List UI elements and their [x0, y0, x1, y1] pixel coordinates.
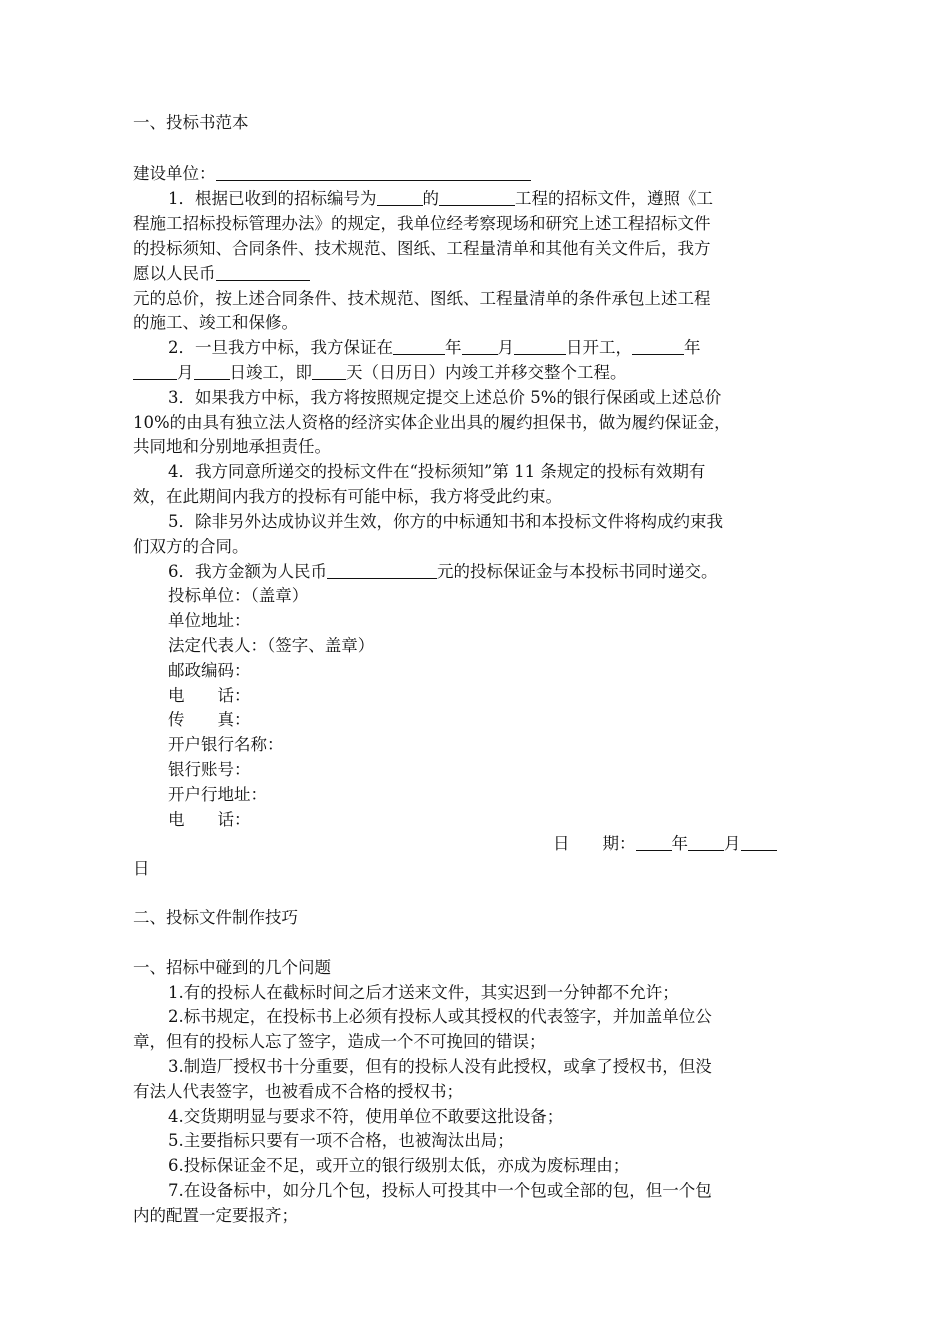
field-fax: 传 真： — [168, 710, 251, 729]
issue-3-line-1: 3.制造厂授权书十分重要，但有的投标人没有此授权，或拿了授权书，但没 — [168, 1057, 712, 1076]
issue-3-line-2: 有法人代表签字，也被看成不合格的授权书； — [133, 1082, 463, 1101]
section-2-title: 二、投标文件制作技巧 — [133, 908, 298, 927]
issue-7-line-2: 内的配置一定要报齐； — [133, 1206, 298, 1225]
clause-3-line-3: 共同地和分别地承担责任。 — [133, 437, 331, 456]
issue-6: 6.投标保证金不足，或开立的银行级别太低，亦成为废标理由； — [168, 1156, 630, 1175]
clause-4-line-1: 4．我方同意所递交的投标文件在“投标须知”第 11 条规定的投标有效期有 — [168, 462, 706, 481]
clause-1-line-3: 的投标须知、合同条件、技术规范、图纸、工程量清单和其他有关文件后，我方 — [133, 239, 711, 258]
bond-amount-blank — [327, 561, 437, 579]
clause-2-line-1: 2．一旦我方中标，我方保证在 年 月 日开工， 年 — [168, 338, 701, 357]
issue-1: 1.有的投标人在截标时间之后才送来文件，其实迟到一分钟都不允许； — [168, 983, 679, 1002]
project-name-blank — [439, 188, 515, 206]
clause-6-line-1: 6．我方金额为人民币 元的投标保证金与本投标书同时递交。 — [168, 562, 718, 581]
client-label: 建设单位： — [133, 164, 216, 183]
clause-3-line-1: 3．如果我方中标，我方将按照规定提交上述总价 5%的银行保函或上述总价 — [168, 388, 722, 407]
field-bank-address: 开户行地址： — [168, 785, 267, 804]
field-phone-2: 电 话： — [168, 810, 251, 829]
field-bidder: 投标单位：（盖章） — [168, 586, 309, 605]
date-line: 日 期： 年 月 — [553, 832, 777, 856]
issue-4: 4.交货期明显与要求不符，使用单位不敢要这批设备； — [168, 1107, 564, 1126]
field-legal-rep: 法定代表人：（签字、盖章） — [168, 636, 375, 655]
field-bank-account: 银行账号： — [168, 760, 251, 779]
clause-1-line-4: 愿以人民币 — [133, 262, 310, 286]
clause-1-line-1: 1．根据已收到的招标编号为 的 工程的招标文件，遵照《工 — [168, 189, 713, 208]
price-blank — [216, 263, 310, 281]
issue-2-line-2: 章，但有的投标人忘了签字，造成一个不可挽回的错误； — [133, 1032, 546, 1051]
client-line — [133, 162, 531, 186]
clause-5-line-1: 5．除非另外达成协议并生效，你方的中标通知书和本投标文件将构成约束我 — [168, 512, 723, 531]
field-phone: 电 话： — [168, 686, 251, 705]
date-day: 日 — [133, 859, 150, 878]
client-blank — [216, 163, 531, 181]
field-postcode: 邮政编码： — [168, 661, 251, 680]
issue-7-line-1: 7.在设备标中，如分几个包，投标人可投其中一个包或全部的包，但一个包 — [168, 1181, 712, 1200]
clause-1-line-2: 程施工招标投标管理办法》的规定，我单位经考察现场和研究上述工程招标文件 — [133, 214, 711, 233]
clause-5-line-2: 们双方的合同。 — [133, 537, 249, 556]
clause-4-line-2: 效，在此期间内我方的投标有可能中标，我方将受此约束。 — [133, 487, 562, 506]
clause-1-line-6: 的施工、竣工和保修。 — [133, 313, 298, 332]
clause-2-line-2: 月 日竣工，即 天（日历日）内竣工并移交整个工程。 — [133, 361, 627, 385]
tender-number-blank — [377, 188, 423, 206]
field-bank-name: 开户银行名称： — [168, 735, 284, 754]
clause-3-line-2: 10%的由具有独立法人资格的经济实体企业出具的履约担保书，做为履约保证金， — [133, 413, 731, 432]
issue-5: 5.主要指标只要有一项不合格，也被淘汰出局； — [168, 1131, 514, 1150]
clause-1-line-5: 元的总价，按上述合同条件、技术规范、图纸、工程量清单的条件承包上述工程 — [133, 289, 711, 308]
subsection-title: 一、招标中碰到的几个问题 — [133, 958, 331, 977]
field-address: 单位地址： — [168, 611, 251, 630]
issue-2-line-1: 2.标书规定，在投标书上必须有投标人或其授权的代表签字，并加盖单位公 — [168, 1007, 712, 1026]
section-1-title: 一、投标书范本 — [133, 113, 249, 132]
